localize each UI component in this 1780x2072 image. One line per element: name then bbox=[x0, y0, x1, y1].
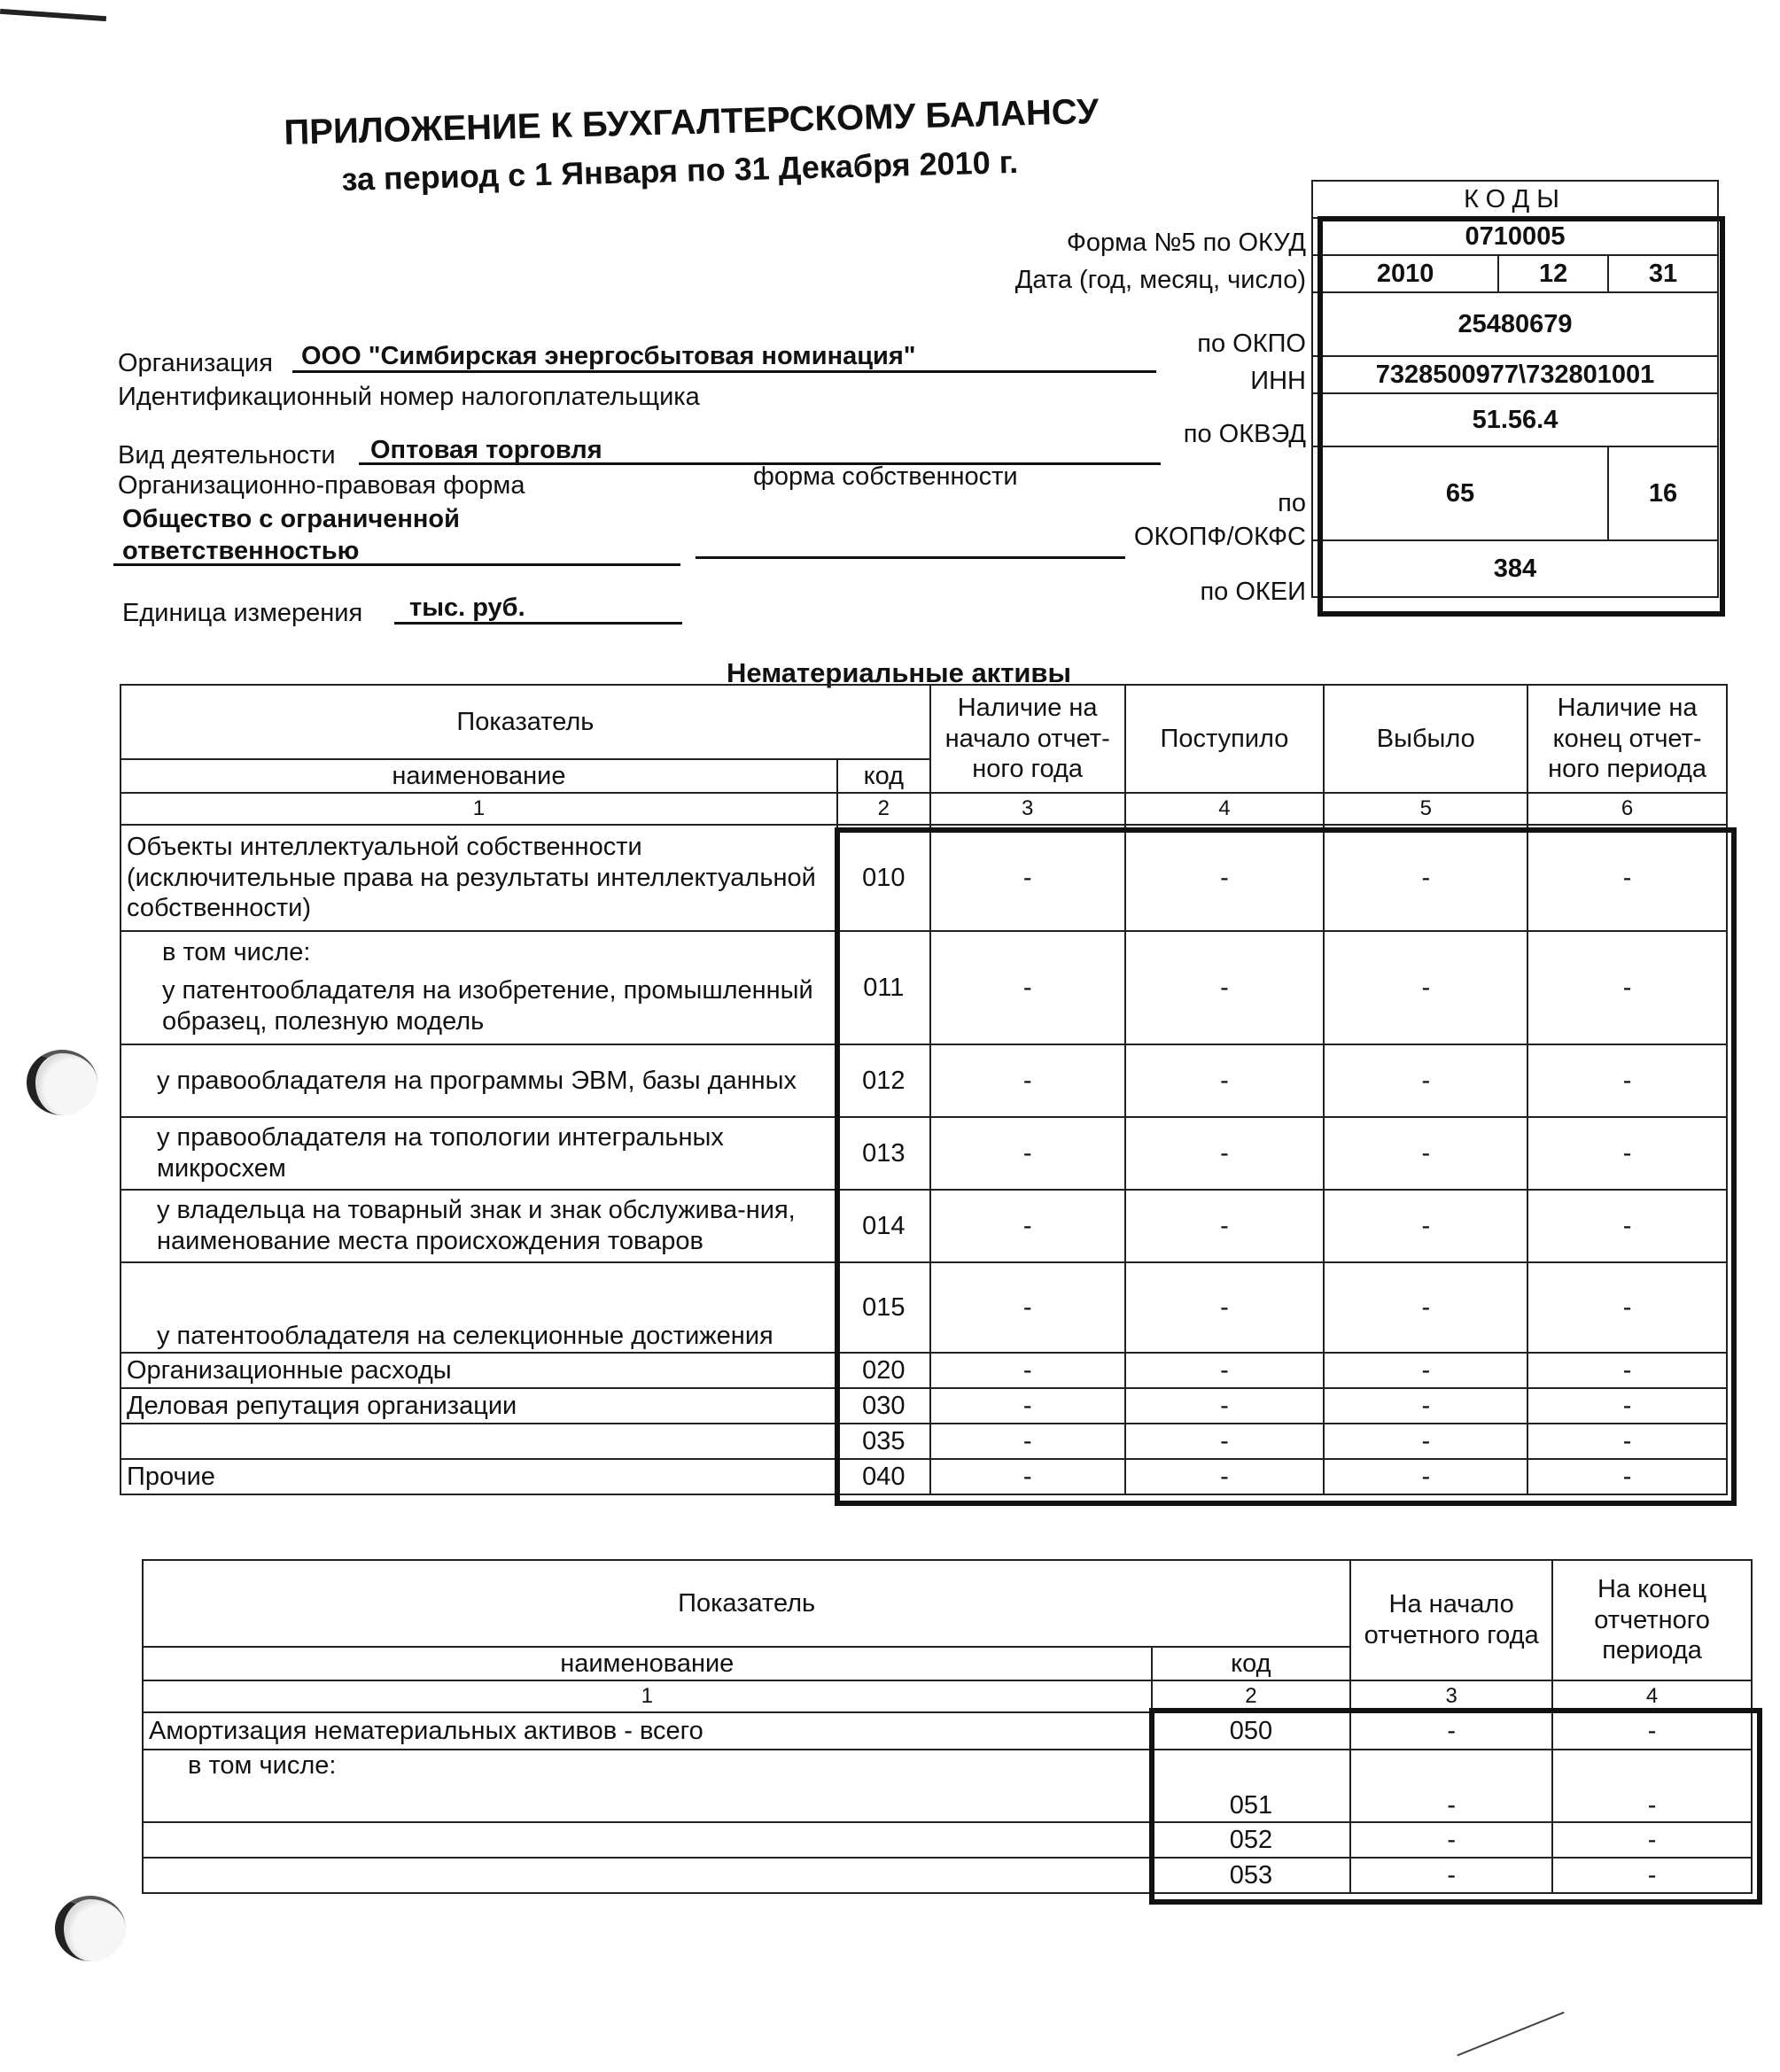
row-name: у патентообладателя на селекционные достижения bbox=[120, 1262, 837, 1353]
okopf-label-1: по bbox=[1278, 489, 1306, 517]
t2-row-begin: - bbox=[1350, 1822, 1552, 1858]
ownership-underline bbox=[696, 556, 1125, 559]
okfs-value: 16 bbox=[1608, 446, 1718, 540]
table-row bbox=[120, 1190, 1727, 1262]
amortization-table bbox=[142, 1559, 1753, 1894]
row-code: 013 bbox=[837, 1117, 930, 1190]
row-received: - bbox=[1125, 825, 1325, 931]
row-end: - bbox=[1527, 1117, 1727, 1190]
date-month: 12 bbox=[1498, 255, 1608, 292]
row-code: 011 bbox=[837, 931, 930, 1044]
pen-stroke bbox=[1457, 2012, 1564, 2057]
t2-row-code: 050 bbox=[1152, 1712, 1351, 1750]
including-label: в том числе: bbox=[162, 938, 311, 966]
t2-row-code: 052 bbox=[1152, 1822, 1351, 1858]
okved-value: 51.56.4 bbox=[1312, 393, 1718, 446]
row-received: - bbox=[1125, 1117, 1325, 1190]
table-row bbox=[143, 1822, 1752, 1858]
row-name bbox=[120, 931, 837, 1044]
row-begin: - bbox=[930, 931, 1125, 1044]
scan-mark bbox=[0, 9, 106, 21]
header-code: код bbox=[837, 759, 930, 793]
unit-label: Единица измерения bbox=[122, 599, 363, 627]
col-num-6: 6 bbox=[1527, 793, 1727, 825]
col-num-4: 4 bbox=[1125, 793, 1325, 825]
legal-form-underline bbox=[113, 563, 680, 566]
ownership-label: форма собственности bbox=[753, 462, 1018, 491]
row-received: - bbox=[1125, 1044, 1325, 1117]
row-received: - bbox=[1125, 1459, 1325, 1494]
row-received: - bbox=[1125, 1424, 1325, 1459]
legal-form-value-2: ответственностью bbox=[122, 537, 360, 565]
table-row bbox=[120, 1262, 1727, 1353]
date-year: 2010 bbox=[1312, 255, 1498, 292]
row-name: Деловая репутация организации bbox=[120, 1388, 837, 1424]
okei-label: по ОКЕИ bbox=[1200, 578, 1306, 606]
okpo-label: по ОКПО bbox=[1197, 330, 1306, 358]
row-begin: - bbox=[930, 1262, 1125, 1353]
table-row bbox=[143, 1712, 1752, 1750]
t2-header-indicator: Показатель bbox=[143, 1560, 1350, 1647]
row-disposed: - bbox=[1324, 1190, 1527, 1262]
row-code: 012 bbox=[837, 1044, 930, 1117]
row-received: - bbox=[1125, 1353, 1325, 1388]
row-end: - bbox=[1527, 1388, 1727, 1424]
date-day: 31 bbox=[1608, 255, 1718, 292]
header-disposed: Выбыло bbox=[1324, 685, 1527, 793]
page-subtitle: за период с 1 Января по 31 Декабря 2010 г. bbox=[341, 144, 1019, 198]
table-row bbox=[120, 1388, 1727, 1424]
org-value: ООО "Симбирская энергосбытовая номинация" bbox=[301, 342, 916, 370]
t2-header-end: На конец отчетного периода bbox=[1552, 1560, 1752, 1680]
col-num-3: 3 bbox=[930, 793, 1125, 825]
t2-header-code: код bbox=[1152, 1647, 1351, 1680]
t2-row-name bbox=[143, 1822, 1152, 1858]
activity-value: Оптовая торговля bbox=[370, 436, 602, 464]
legal-form-label: Организационно-правовая форма bbox=[118, 471, 525, 500]
row-end: - bbox=[1527, 1424, 1727, 1459]
table-row bbox=[120, 825, 1727, 931]
row-disposed: - bbox=[1324, 1424, 1527, 1459]
row-name bbox=[120, 1424, 837, 1459]
table-row bbox=[143, 1858, 1752, 1893]
col-num-1: 1 bbox=[120, 793, 837, 825]
punch-hole-upper bbox=[27, 1050, 97, 1115]
okved-label: по ОКВЭД bbox=[1183, 420, 1306, 448]
table-row bbox=[120, 1424, 1727, 1459]
row-end: - bbox=[1527, 931, 1727, 1044]
row-received: - bbox=[1125, 1262, 1325, 1353]
taxpayer-id-label: Идентификационный номер налогоплательщика bbox=[118, 383, 700, 411]
row-code: 030 bbox=[837, 1388, 930, 1424]
row-name: у владельца на товарный знак и знак обслужива-ния, наименование места происхождения товаров bbox=[120, 1190, 837, 1262]
punch-hole-lower bbox=[55, 1896, 126, 1961]
row-code: 010 bbox=[837, 825, 930, 931]
t2-header-begin: На начало отчетного года bbox=[1350, 1560, 1552, 1680]
legal-form-value-1: Общество с ограниченной bbox=[122, 505, 460, 533]
row-begin: - bbox=[930, 1190, 1125, 1262]
row-code: 020 bbox=[837, 1353, 930, 1388]
okopf-value: 65 bbox=[1312, 446, 1608, 540]
col-num-2: 2 bbox=[837, 793, 930, 825]
activity-label: Вид деятельности bbox=[118, 441, 336, 469]
row-end: - bbox=[1527, 1044, 1727, 1117]
table-row bbox=[120, 931, 1727, 1044]
okei-value: 384 bbox=[1312, 540, 1718, 597]
t2-row-end: - bbox=[1552, 1750, 1752, 1822]
codes-table bbox=[1311, 180, 1719, 598]
t2-row-name: Амортизация нематериальных активов - всего bbox=[143, 1712, 1152, 1750]
row-disposed: - bbox=[1324, 1044, 1527, 1117]
t2-row-end: - bbox=[1552, 1822, 1752, 1858]
codes-header: КОДЫ bbox=[1312, 181, 1718, 218]
row-name: Организационные расходы bbox=[120, 1353, 837, 1388]
table-row bbox=[120, 1459, 1727, 1494]
row-name-text: у патентообладателя на изобретение, промышленный образец, полезную модель bbox=[162, 975, 813, 1036]
row-begin: - bbox=[930, 1353, 1125, 1388]
okopf-label-2: ОКОПФ/ОКФС bbox=[1133, 523, 1306, 551]
table-row bbox=[120, 1353, 1727, 1388]
row-begin: - bbox=[930, 1459, 1125, 1494]
table-row bbox=[143, 1750, 1752, 1822]
row-disposed: - bbox=[1324, 931, 1527, 1044]
inn-code-label: ИНН bbox=[1250, 367, 1306, 395]
row-begin: - bbox=[930, 1044, 1125, 1117]
table-row bbox=[120, 1117, 1727, 1190]
row-name: Объекты интеллектуальной собственности (исключительные права на результаты интеллектуальной собственности) bbox=[120, 825, 837, 931]
t2-col-num-4: 4 bbox=[1552, 1680, 1752, 1712]
okpo-value: 25480679 bbox=[1312, 292, 1718, 356]
unit-underline bbox=[394, 622, 682, 625]
row-code: 014 bbox=[837, 1190, 930, 1262]
section-title: Нематериальные активы bbox=[727, 657, 1071, 688]
date-label: Дата (год, месяц, число) bbox=[1014, 266, 1306, 294]
row-received: - bbox=[1125, 1190, 1325, 1262]
inn-value: 7328500977\732801001 bbox=[1312, 356, 1718, 393]
t2-row-begin: - bbox=[1350, 1712, 1552, 1750]
row-received: - bbox=[1125, 1388, 1325, 1424]
row-received: - bbox=[1125, 931, 1325, 1044]
header-received: Поступило bbox=[1125, 685, 1325, 793]
row-end: - bbox=[1527, 1190, 1727, 1262]
header-indicator: Показатель bbox=[120, 685, 930, 759]
row-begin: - bbox=[930, 825, 1125, 931]
row-end: - bbox=[1527, 1459, 1727, 1494]
t2-row-code: 053 bbox=[1152, 1858, 1351, 1893]
page-title: ПРИЛОЖЕНИЕ К БУХГАЛТЕРСКОМУ БАЛАНСУ bbox=[284, 91, 1100, 152]
t2-row-end: - bbox=[1552, 1858, 1752, 1893]
row-end: - bbox=[1527, 1353, 1727, 1388]
row-begin: - bbox=[930, 1117, 1125, 1190]
row-name: у правообладателя на программы ЭВМ, базы данных bbox=[120, 1044, 837, 1117]
header-begin-year: Наличие на начало отчет-ного года bbox=[930, 685, 1125, 793]
row-disposed: - bbox=[1324, 825, 1527, 931]
t2-row-begin: - bbox=[1350, 1858, 1552, 1893]
form-okud-label: Форма №5 по ОКУД bbox=[1066, 229, 1306, 257]
t2-row-name bbox=[143, 1858, 1152, 1893]
row-disposed: - bbox=[1324, 1388, 1527, 1424]
t2-row-code: 051 bbox=[1152, 1750, 1351, 1822]
row-end: - bbox=[1527, 1262, 1727, 1353]
row-disposed: - bbox=[1324, 1353, 1527, 1388]
row-name: у правообладателя на топологии интегральных микросхем bbox=[120, 1117, 837, 1190]
table-row bbox=[120, 1044, 1727, 1117]
unit-value: тыс. руб. bbox=[409, 594, 525, 622]
intangible-assets-table bbox=[120, 684, 1728, 1495]
row-end: - bbox=[1527, 825, 1727, 931]
row-disposed: - bbox=[1324, 1459, 1527, 1494]
row-code: 035 bbox=[837, 1424, 930, 1459]
t2-header-name: наименование bbox=[143, 1647, 1152, 1680]
t2-row-name: в том числе: bbox=[143, 1750, 1152, 1822]
row-begin: - bbox=[930, 1424, 1125, 1459]
row-name: Прочие bbox=[120, 1459, 837, 1494]
t2-row-end: - bbox=[1552, 1712, 1752, 1750]
row-begin: - bbox=[930, 1388, 1125, 1424]
row-disposed: - bbox=[1324, 1117, 1527, 1190]
row-code: 040 bbox=[837, 1459, 930, 1494]
okud-value: 0710005 bbox=[1312, 218, 1718, 255]
row-code: 015 bbox=[837, 1262, 930, 1353]
col-num-5: 5 bbox=[1324, 793, 1527, 825]
t2-row-begin: - bbox=[1350, 1750, 1552, 1822]
org-label: Организация bbox=[118, 349, 273, 377]
header-end-period: Наличие на конец отчет-ного периода bbox=[1527, 685, 1727, 793]
org-underline bbox=[292, 370, 1156, 373]
row-disposed: - bbox=[1324, 1262, 1527, 1353]
header-name: наименование bbox=[120, 759, 837, 793]
t2-col-num-3: 3 bbox=[1350, 1680, 1552, 1712]
t2-col-num-2: 2 bbox=[1152, 1680, 1351, 1712]
t2-col-num-1: 1 bbox=[143, 1680, 1152, 1712]
